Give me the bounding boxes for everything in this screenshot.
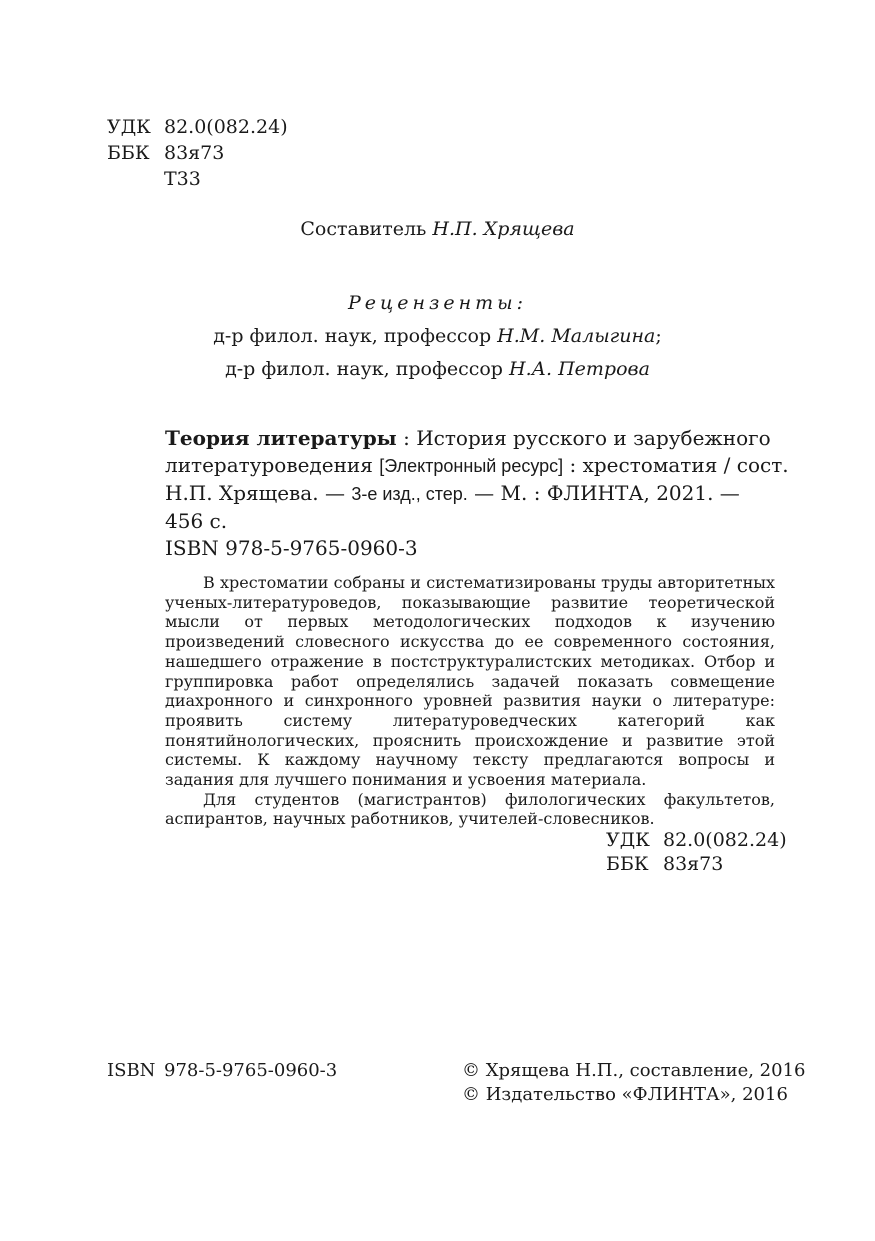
reviewer-name: Н.А. Петрова (509, 358, 650, 380)
edition: 3-е изд., стер. (351, 484, 468, 504)
bbk-line (606, 852, 787, 876)
book-title: Теория литературы (165, 426, 397, 450)
annotation-paragraph: Для студентов (магистрантов) филологических факультетов, аспирантов, научных работников, учителей-словесников. (165, 789, 775, 829)
resource-type: [Электронный ресурс] (379, 456, 564, 476)
author-sign: Т33 (164, 168, 201, 190)
biblio-line-3 (165, 480, 765, 508)
bbk-line (107, 140, 288, 166)
page-count: 456 с. (165, 509, 228, 533)
copyright-publisher: © Издательство «ФЛИНТА», 2016 (462, 1084, 788, 1105)
copyright-compiler: © Хрящева Н.П., составление, 2016 (462, 1060, 806, 1081)
copyright-block (462, 1059, 805, 1107)
udk-value: 82.0(082.24) (164, 116, 288, 138)
udk-label: УДК (107, 116, 151, 138)
compiler-line (0, 217, 875, 241)
udk-line (107, 114, 288, 140)
bibliographic-record (165, 425, 789, 562)
reviewer-2 (0, 353, 875, 386)
bbk-label: ББК (606, 853, 649, 875)
classification-codes (107, 114, 288, 192)
compiler-label: Составитель (300, 218, 427, 240)
biblio-line-1 (165, 425, 771, 452)
reviewers-block (0, 287, 875, 386)
classification-codes-repeat (606, 828, 787, 876)
isbn-value: 978-5-9765-0960-3 (164, 1060, 338, 1081)
isbn-line: ISBN 978-5-9765-0960-3 (165, 536, 418, 560)
reviewer-title: д-р филол. наук, профессор (225, 358, 503, 380)
compiler-name: Н.П. Хрящева (432, 218, 575, 240)
udk-value: 82.0(082.24) (663, 829, 787, 851)
udk-line (606, 828, 787, 852)
reviewer-title: д-р филол. наук, профессор (213, 325, 492, 347)
annotation-paragraph: В хрестоматии собраны и систематизированы труды авторитетных ученых-литературоведов, показывающие развитие теоретической мысли от первых методологических подходов к изучению произведений словесного искусства до ее современного состояния, нашедшего отражение в постструктуралистских методиках. Отбор и группировка работ определялись задачей показать совмещение диахронного и синхронного уровней развития науки о литературе: проявить систему литературоведческих категорий как понятийнологических, прояснить происхождение и развитие этой системы. К каждому научному тексту предлагаются вопросы и задания для лучшего понимания и усвоения материала. (165, 573, 775, 790)
bbk-value: 83я73 (663, 853, 724, 875)
reviewer-name: Н.М. Малыгина (497, 325, 656, 347)
subtitle-continuation: литературоведения (165, 453, 373, 477)
udk-label: УДК (606, 829, 650, 851)
reviewer-end: ; (655, 325, 662, 347)
book-subtitle: : История русского и зарубежного (403, 426, 771, 450)
bbk-label: ББК (107, 142, 150, 164)
biblio-line-2 (165, 452, 789, 480)
reviewer-1 (0, 320, 875, 353)
isbn-label: ISBN (107, 1060, 156, 1081)
imprint: — М. : ФЛИНТА, 2021. — (474, 481, 740, 505)
bbk-value: 83я73 (164, 142, 225, 164)
annotation (165, 573, 775, 829)
reviewers-heading: Рецензенты: (347, 292, 528, 314)
compiler-ref: Н.П. Хрящева. — (165, 481, 345, 505)
footer-isbn (107, 1059, 337, 1083)
publication-type: : хрестоматия / сост. (569, 453, 789, 477)
